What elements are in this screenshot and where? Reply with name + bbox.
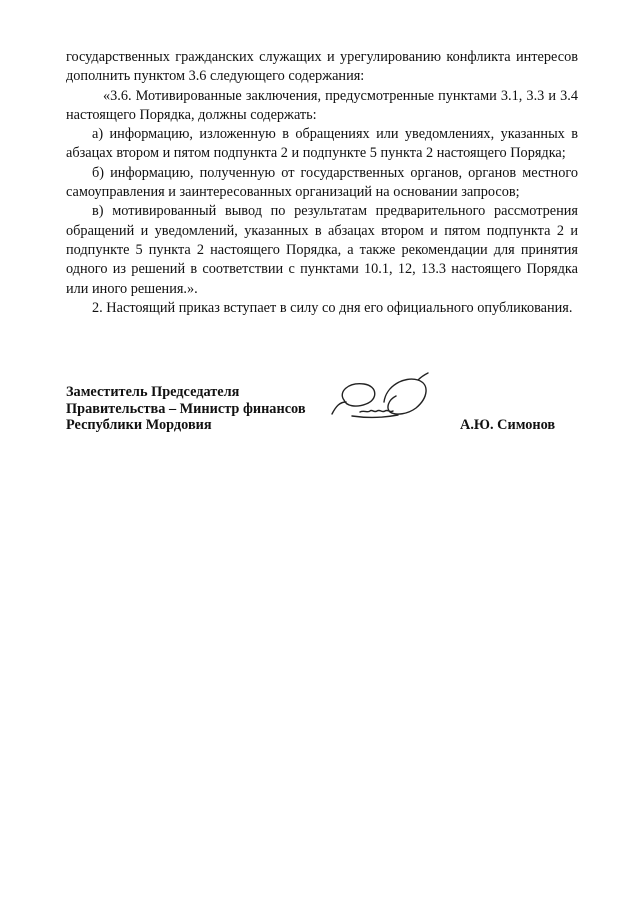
signatory-name: А.Ю. Симонов: [460, 417, 556, 433]
handwritten-signature: [326, 372, 446, 436]
paragraph-item-a: а) информацию, изложенную в обращениях или уведомлениях, указанных в абзацах втором и пятом подпункта 2 и подпункте 5 пункта 2 настоящего Порядка;: [66, 126, 578, 162]
signatory-title-line: Заместитель Председателя: [66, 384, 240, 400]
paragraph-item-v: в) мотивированный вывод по результатам предварительного рассмотрения обращений и уведомлений, указанных в абзацах втором и пятом подпункта 2 и подпункте 5 пункта 2 настоящего Порядка, а также рекомендации для принятия одного из решений в соответствии с пунктами 10.1, 12, 13.3 настоящего Порядка или иного решения.».: [66, 203, 578, 297]
signatory-title-line: Правительства – Министр финансов: [66, 400, 306, 417]
signatory-title: [66, 384, 306, 434]
paragraph-intro: государственных гражданских служащих и урегулированию конфликта интересов дополнить пунктом 3.6 следующего содержания:: [66, 49, 578, 85]
signature-block: [66, 384, 578, 444]
paragraph-item-b: б) информацию, полученную от государственных органов, органов местного самоуправления и заинтересованных организаций на основании запросов;: [66, 164, 578, 201]
document-body: [66, 48, 578, 318]
paragraph-3-6: «3.6. Мотивированные заключения, предусмотренные пунктами 3.1, 3.3 и 3.4 настоящего Порядка, должны содержать:: [66, 87, 578, 123]
paragraph-effective-date: 2. Настоящий приказ вступает в силу со дня его официального опубликования.: [92, 299, 573, 316]
signatory-title-line: Республики Мордовия: [66, 417, 212, 433]
